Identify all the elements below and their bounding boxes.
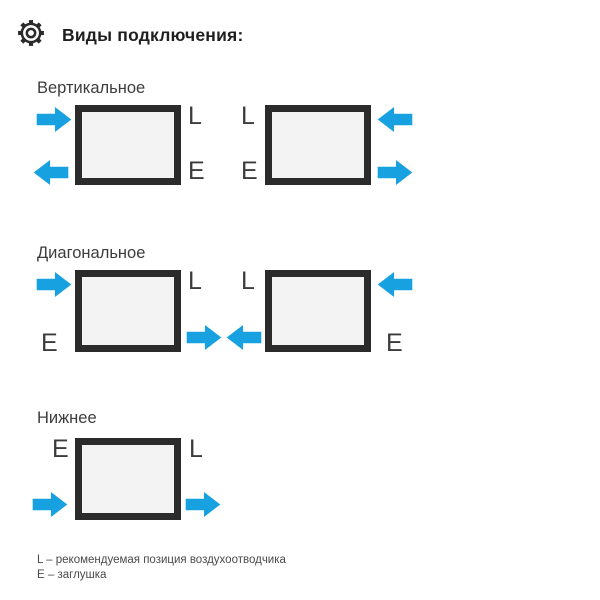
section-label-bottom: Нижнее [37,409,97,427]
flow-in-arrow-left-icon [377,272,413,297]
vent-position-label: L [188,102,202,130]
radiator-box [75,438,181,520]
radiator-box [265,105,371,185]
gear-icon [16,18,46,48]
plug-label: E [188,157,205,185]
vent-position-label: L [241,102,255,130]
legend-line-plug: E – заглушка [37,569,107,581]
figure-title: Виды подключения: [62,25,244,45]
radiator-box [75,270,181,352]
flow-in-arrow-right-icon [32,492,68,517]
radiator-box [75,105,181,185]
flow-in-arrow-left-icon [377,107,413,132]
vent-position-label: L [189,435,203,463]
legend [37,553,286,583]
section-label-vertical: Вертикальное [37,79,146,97]
vent-position-label: L [241,267,255,295]
flow-out-arrow-left-icon [33,160,69,185]
legend-line-vent: L – рекомендуемая позиция воздухоотводчика [37,554,286,566]
section-label-diagonal: Диагональное [37,244,146,262]
flow-in-arrow-right-icon [36,107,72,132]
radiator-box [265,270,371,352]
plug-label: E [241,157,258,185]
flow-in-arrow-right-icon [36,272,72,297]
flow-out-arrow-right-icon [185,492,221,517]
flow-out-arrow-right-icon [377,160,413,185]
plug-label: E [41,329,58,357]
plug-label: E [386,329,403,357]
vent-position-label: L [188,267,202,295]
plug-label: E [52,435,69,463]
flow-out-arrow-left-icon [226,325,262,350]
flow-out-arrow-right-icon [186,325,222,350]
